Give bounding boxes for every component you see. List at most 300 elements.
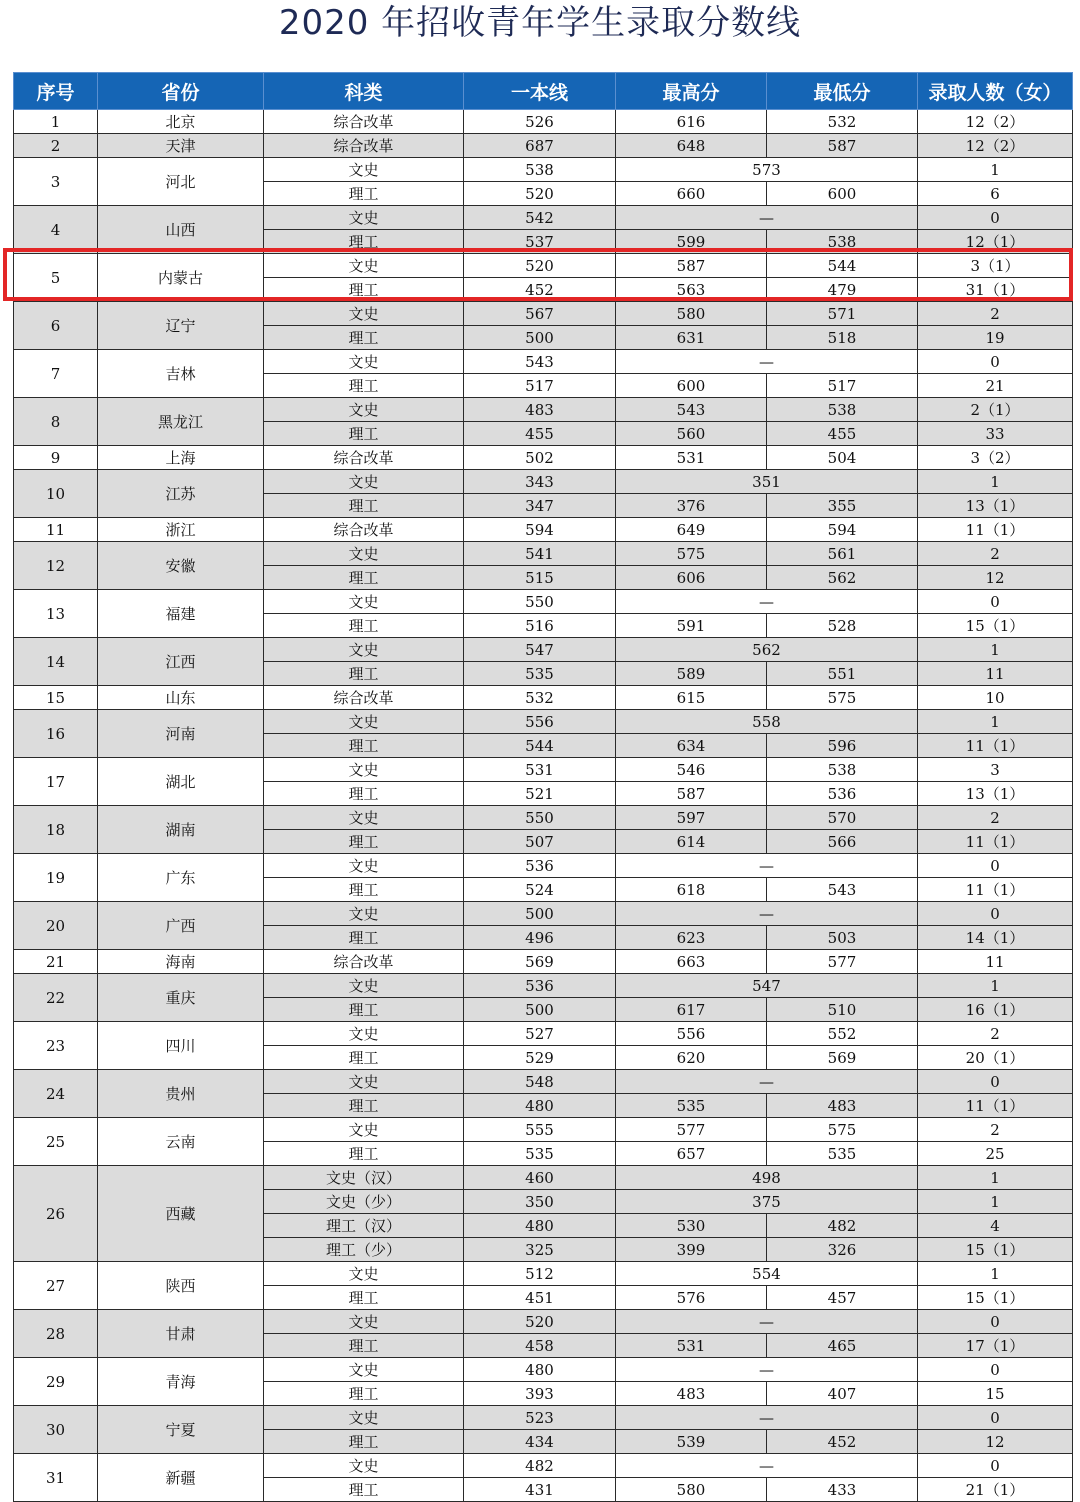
min-score-cell: 569: [767, 1046, 918, 1070]
province-cell: 浙江: [98, 518, 264, 542]
first-tier-line-cell: 350: [464, 1190, 616, 1214]
subject-type-cell: 文史: [264, 710, 464, 734]
max-score-cell: 657: [616, 1142, 767, 1166]
table-row: [14, 518, 1073, 542]
max-score-cell: 614: [616, 830, 767, 854]
index-cell: 19: [14, 854, 98, 902]
province-cell: 海南: [98, 950, 264, 974]
admitted-count-cell: 10: [918, 686, 1073, 710]
table-row: [14, 950, 1073, 974]
admitted-count-cell: 0: [918, 1454, 1073, 1478]
max-score-cell: 620: [616, 1046, 767, 1070]
min-score-cell: 517: [767, 374, 918, 398]
subject-type-cell: 理工: [264, 326, 464, 350]
admitted-count-cell: 3（1）: [918, 254, 1073, 278]
max-score-cell: 600: [616, 374, 767, 398]
province-group: [14, 1358, 1073, 1406]
max-score-cell: 591: [616, 614, 767, 638]
subject-type-cell: 文史: [264, 470, 464, 494]
subject-type-cell: 理工（少）: [264, 1238, 464, 1262]
province-group: [14, 206, 1073, 254]
first-tier-line-cell: 515: [464, 566, 616, 590]
min-score-cell: 482: [767, 1214, 918, 1238]
min-score-cell: 551: [767, 662, 918, 686]
province-group: [14, 590, 1073, 638]
index-cell: 26: [14, 1166, 98, 1262]
province-group: [14, 902, 1073, 950]
province-cell: 河北: [98, 158, 264, 206]
province-group: [14, 398, 1073, 446]
subject-type-cell: 理工: [264, 1382, 464, 1406]
min-score-cell: 504: [767, 446, 918, 470]
subject-type-cell: 理工: [264, 374, 464, 398]
max-score-cell: 631: [616, 326, 767, 350]
province-group: [14, 806, 1073, 854]
score-merged-cell: 375: [616, 1190, 918, 1214]
admitted-count-cell: 13（1）: [918, 494, 1073, 518]
province-cell: 四川: [98, 1022, 264, 1070]
province-group: [14, 854, 1073, 902]
min-score-cell: 562: [767, 566, 918, 590]
subject-type-cell: 综合改革: [264, 446, 464, 470]
admitted-count-cell: 11（1）: [918, 878, 1073, 902]
max-score-cell: 587: [616, 254, 767, 278]
score-merged-cell: 351: [616, 470, 918, 494]
first-tier-line-cell: 536: [464, 974, 616, 998]
province-cell: 贵州: [98, 1070, 264, 1118]
admitted-count-cell: 33: [918, 422, 1073, 446]
province-cell: 福建: [98, 590, 264, 638]
first-tier-line-cell: 550: [464, 590, 616, 614]
admitted-count-cell: 2: [918, 302, 1073, 326]
province-cell: 甘肃: [98, 1310, 264, 1358]
province-group: [14, 1118, 1073, 1166]
province-cell: 广东: [98, 854, 264, 902]
table-row: [14, 398, 1073, 422]
province-cell: 内蒙古: [98, 254, 264, 302]
admitted-count-cell: 0: [918, 1358, 1073, 1382]
index-cell: 16: [14, 710, 98, 758]
max-score-cell: 660: [616, 182, 767, 206]
province-group: [14, 158, 1073, 206]
table-row: [14, 1022, 1073, 1046]
score-merged-cell: —: [616, 1406, 918, 1430]
min-score-cell: 561: [767, 542, 918, 566]
score-merged-cell: —: [616, 206, 918, 230]
score-merged-cell: —: [616, 1358, 918, 1382]
table-row: [14, 686, 1073, 710]
max-score-cell: 577: [616, 1118, 767, 1142]
province-group: [14, 446, 1073, 470]
province-group: [14, 710, 1073, 758]
admitted-count-cell: 13（1）: [918, 782, 1073, 806]
first-tier-line-cell: 458: [464, 1334, 616, 1358]
min-score-cell: 503: [767, 926, 918, 950]
min-score-cell: 538: [767, 758, 918, 782]
first-tier-line-cell: 594: [464, 518, 616, 542]
first-tier-line-cell: 555: [464, 1118, 616, 1142]
min-score-cell: 535: [767, 1142, 918, 1166]
min-score-cell: 566: [767, 830, 918, 854]
admitted-count-cell: 16（1）: [918, 998, 1073, 1022]
admitted-count-cell: 1: [918, 710, 1073, 734]
subject-type-cell: 文史: [264, 590, 464, 614]
score-merged-cell: —: [616, 1454, 918, 1478]
province-group: [14, 1454, 1073, 1502]
min-score-cell: 577: [767, 950, 918, 974]
admitted-count-cell: 0: [918, 590, 1073, 614]
province-cell: 天津: [98, 134, 264, 158]
province-group: [14, 686, 1073, 710]
first-tier-line-cell: 542: [464, 206, 616, 230]
table-header-row: [14, 73, 1073, 110]
index-cell: 3: [14, 158, 98, 206]
max-score-cell: 575: [616, 542, 767, 566]
table-row: [14, 758, 1073, 782]
score-merged-cell: —: [616, 350, 918, 374]
index-cell: 25: [14, 1118, 98, 1166]
province-cell: 青海: [98, 1358, 264, 1406]
admitted-count-cell: 1: [918, 470, 1073, 494]
max-score-cell: 663: [616, 950, 767, 974]
max-score-cell: 587: [616, 782, 767, 806]
min-score-cell: 600: [767, 182, 918, 206]
table-row: [14, 1310, 1073, 1334]
index-cell: 9: [14, 446, 98, 470]
province-group: [14, 110, 1073, 134]
province-cell: 安徽: [98, 542, 264, 590]
header-max-score: 最高分: [616, 73, 767, 110]
index-cell: 30: [14, 1406, 98, 1454]
first-tier-line-cell: 532: [464, 686, 616, 710]
table-row: [14, 542, 1073, 566]
index-cell: 21: [14, 950, 98, 974]
score-merged-cell: 547: [616, 974, 918, 998]
score-merged-cell: 554: [616, 1262, 918, 1286]
admitted-count-cell: 2: [918, 1118, 1073, 1142]
province-cell: 云南: [98, 1118, 264, 1166]
table-row: [14, 1358, 1073, 1382]
first-tier-line-cell: 524: [464, 878, 616, 902]
table-row: [14, 470, 1073, 494]
index-cell: 18: [14, 806, 98, 854]
admitted-count-cell: 17（1）: [918, 1334, 1073, 1358]
max-score-cell: 531: [616, 446, 767, 470]
admitted-count-cell: 0: [918, 854, 1073, 878]
first-tier-line-cell: 535: [464, 1142, 616, 1166]
admitted-count-cell: 1: [918, 1166, 1073, 1190]
index-cell: 11: [14, 518, 98, 542]
admitted-count-cell: 15（1）: [918, 614, 1073, 638]
min-score-cell: 532: [767, 110, 918, 134]
admitted-count-cell: 0: [918, 1310, 1073, 1334]
table-row: [14, 302, 1073, 326]
first-tier-line-cell: 512: [464, 1262, 616, 1286]
min-score-cell: 433: [767, 1478, 918, 1502]
admitted-count-cell: 1: [918, 1190, 1073, 1214]
first-tier-line-cell: 687: [464, 134, 616, 158]
subject-type-cell: 理工: [264, 1478, 464, 1502]
min-score-cell: 465: [767, 1334, 918, 1358]
min-score-cell: 510: [767, 998, 918, 1022]
page-title: 2020 年招收青年学生录取分数线: [278, 3, 802, 43]
table-row: [14, 638, 1073, 662]
subject-type-cell: 理工: [264, 830, 464, 854]
subject-type-cell: 文史: [264, 758, 464, 782]
first-tier-line-cell: 455: [464, 422, 616, 446]
index-cell: 6: [14, 302, 98, 350]
first-tier-line-cell: 538: [464, 158, 616, 182]
subject-type-cell: 理工: [264, 1286, 464, 1310]
max-score-cell: 648: [616, 134, 767, 158]
first-tier-line-cell: 393: [464, 1382, 616, 1406]
first-tier-line-cell: 521: [464, 782, 616, 806]
table-row: [14, 350, 1073, 374]
index-cell: 20: [14, 902, 98, 950]
min-score-cell: 587: [767, 134, 918, 158]
max-score-cell: 563: [616, 278, 767, 302]
min-score-cell: 355: [767, 494, 918, 518]
subject-type-cell: 文史: [264, 974, 464, 998]
province-group: [14, 1166, 1073, 1262]
table-row: [14, 854, 1073, 878]
admitted-count-cell: 1: [918, 638, 1073, 662]
header-province: 省份: [98, 73, 264, 110]
index-cell: 5: [14, 254, 98, 302]
min-score-cell: 536: [767, 782, 918, 806]
admitted-count-cell: 21: [918, 374, 1073, 398]
subject-type-cell: 理工: [264, 1046, 464, 1070]
admitted-count-cell: 6: [918, 182, 1073, 206]
province-group: [14, 1022, 1073, 1070]
index-cell: 28: [14, 1310, 98, 1358]
min-score-cell: 455: [767, 422, 918, 446]
admitted-count-cell: 3: [918, 758, 1073, 782]
max-score-cell: 576: [616, 1286, 767, 1310]
first-tier-line-cell: 431: [464, 1478, 616, 1502]
subject-type-cell: 文史: [264, 254, 464, 278]
admitted-count-cell: 25: [918, 1142, 1073, 1166]
max-score-cell: 556: [616, 1022, 767, 1046]
min-score-cell: 326: [767, 1238, 918, 1262]
index-cell: 2: [14, 134, 98, 158]
admitted-count-cell: 4: [918, 1214, 1073, 1238]
subject-type-cell: 文史: [264, 1406, 464, 1430]
first-tier-line-cell: 516: [464, 614, 616, 638]
subject-type-cell: 综合改革: [264, 134, 464, 158]
table-row: [14, 110, 1073, 134]
index-cell: 22: [14, 974, 98, 1022]
max-score-cell: 531: [616, 1334, 767, 1358]
first-tier-line-cell: 520: [464, 182, 616, 206]
min-score-cell: 570: [767, 806, 918, 830]
table-row: [14, 254, 1073, 278]
table-row: [14, 158, 1073, 182]
index-cell: 8: [14, 398, 98, 446]
province-group: [14, 950, 1073, 974]
admitted-count-cell: 1: [918, 974, 1073, 998]
first-tier-line-cell: 544: [464, 734, 616, 758]
table-row: [14, 974, 1073, 998]
subject-type-cell: 文史: [264, 206, 464, 230]
admitted-count-cell: 1: [918, 1262, 1073, 1286]
index-cell: 23: [14, 1022, 98, 1070]
index-cell: 14: [14, 638, 98, 686]
score-merged-cell: 498: [616, 1166, 918, 1190]
table-row: [14, 1118, 1073, 1142]
admitted-count-cell: 1: [918, 158, 1073, 182]
min-score-cell: 479: [767, 278, 918, 302]
max-score-cell: 580: [616, 302, 767, 326]
table-row: [14, 1070, 1073, 1094]
subject-type-cell: 文史: [264, 1358, 464, 1382]
index-cell: 12: [14, 542, 98, 590]
admitted-count-cell: 19: [918, 326, 1073, 350]
first-tier-line-cell: 325: [464, 1238, 616, 1262]
admitted-count-cell: 3（2）: [918, 446, 1073, 470]
first-tier-line-cell: 500: [464, 326, 616, 350]
subject-type-cell: 理工: [264, 494, 464, 518]
first-tier-line-cell: 451: [464, 1286, 616, 1310]
max-score-cell: 483: [616, 1382, 767, 1406]
table-row: [14, 902, 1073, 926]
province-group: [14, 470, 1073, 518]
admitted-count-cell: 11: [918, 950, 1073, 974]
province-cell: 重庆: [98, 974, 264, 1022]
max-score-cell: 399: [616, 1238, 767, 1262]
province-group: [14, 1262, 1073, 1310]
admitted-count-cell: 11（1）: [918, 830, 1073, 854]
province-group: [14, 1310, 1073, 1358]
first-tier-line-cell: 517: [464, 374, 616, 398]
max-score-cell: 606: [616, 566, 767, 590]
first-tier-line-cell: 496: [464, 926, 616, 950]
admitted-count-cell: 12（2）: [918, 134, 1073, 158]
index-cell: 13: [14, 590, 98, 638]
first-tier-line-cell: 434: [464, 1430, 616, 1454]
score-merged-cell: 573: [616, 158, 918, 182]
first-tier-line-cell: 343: [464, 470, 616, 494]
subject-type-cell: 理工（汉）: [264, 1214, 464, 1238]
header-admitted-count: 录取人数（女）: [918, 73, 1073, 110]
subject-type-cell: 文史（汉）: [264, 1166, 464, 1190]
index-cell: 7: [14, 350, 98, 398]
table-row: [14, 710, 1073, 734]
min-score-cell: 594: [767, 518, 918, 542]
province-cell: 上海: [98, 446, 264, 470]
table-row: [14, 1262, 1073, 1286]
min-score-cell: 544: [767, 254, 918, 278]
subject-type-cell: 综合改革: [264, 950, 464, 974]
admitted-count-cell: 0: [918, 902, 1073, 926]
subject-type-cell: 文史: [264, 398, 464, 422]
subject-type-cell: 理工: [264, 1430, 464, 1454]
min-score-cell: 518: [767, 326, 918, 350]
first-tier-line-cell: 526: [464, 110, 616, 134]
admitted-count-cell: 12（2）: [918, 110, 1073, 134]
first-tier-line-cell: 527: [464, 1022, 616, 1046]
index-cell: 24: [14, 1070, 98, 1118]
province-cell: 黑龙江: [98, 398, 264, 446]
first-tier-line-cell: 500: [464, 902, 616, 926]
min-score-cell: 552: [767, 1022, 918, 1046]
max-score-cell: 623: [616, 926, 767, 950]
max-score-cell: 616: [616, 110, 767, 134]
admitted-count-cell: 0: [918, 350, 1073, 374]
max-score-cell: 649: [616, 518, 767, 542]
subject-type-cell: 综合改革: [264, 518, 464, 542]
province-cell: 宁夏: [98, 1406, 264, 1454]
min-score-cell: 452: [767, 1430, 918, 1454]
min-score-cell: 538: [767, 398, 918, 422]
subject-type-cell: 文史: [264, 158, 464, 182]
max-score-cell: 589: [616, 662, 767, 686]
first-tier-line-cell: 550: [464, 806, 616, 830]
first-tier-line-cell: 556: [464, 710, 616, 734]
first-tier-line-cell: 507: [464, 830, 616, 854]
index-cell: 1: [14, 110, 98, 134]
admitted-count-cell: 21（1）: [918, 1478, 1073, 1502]
subject-type-cell: 文史: [264, 1310, 464, 1334]
subject-type-cell: 文史: [264, 542, 464, 566]
subject-type-cell: 文史（少）: [264, 1190, 464, 1214]
province-cell: 辽宁: [98, 302, 264, 350]
province-group: [14, 974, 1073, 1022]
province-group: [14, 638, 1073, 686]
admitted-count-cell: 11（1）: [918, 734, 1073, 758]
admitted-count-cell: 0: [918, 206, 1073, 230]
admitted-count-cell: 0: [918, 1070, 1073, 1094]
first-tier-line-cell: 535: [464, 662, 616, 686]
province-group: [14, 518, 1073, 542]
min-score-cell: 571: [767, 302, 918, 326]
max-score-cell: 615: [616, 686, 767, 710]
province-cell: 陕西: [98, 1262, 264, 1310]
max-score-cell: 599: [616, 230, 767, 254]
province-group: [14, 542, 1073, 590]
subject-type-cell: 文史: [264, 638, 464, 662]
table-row: [14, 590, 1073, 614]
min-score-cell: 528: [767, 614, 918, 638]
subject-type-cell: 理工: [264, 782, 464, 806]
subject-type-cell: 文史: [264, 1262, 464, 1286]
province-cell: 江苏: [98, 470, 264, 518]
index-cell: 4: [14, 206, 98, 254]
first-tier-line-cell: 500: [464, 998, 616, 1022]
max-score-cell: 597: [616, 806, 767, 830]
subject-type-cell: 文史: [264, 854, 464, 878]
province-group: [14, 254, 1073, 302]
index-cell: 17: [14, 758, 98, 806]
score-merged-cell: 558: [616, 710, 918, 734]
subject-type-cell: 文史: [264, 302, 464, 326]
subject-type-cell: 理工: [264, 278, 464, 302]
first-tier-line-cell: 483: [464, 398, 616, 422]
subject-type-cell: 文史: [264, 902, 464, 926]
admitted-count-cell: 12（1）: [918, 230, 1073, 254]
max-score-cell: 634: [616, 734, 767, 758]
admitted-count-cell: 15: [918, 1382, 1073, 1406]
province-group: [14, 134, 1073, 158]
index-cell: 29: [14, 1358, 98, 1406]
province-cell: 湖北: [98, 758, 264, 806]
subject-type-cell: 理工: [264, 1142, 464, 1166]
max-score-cell: 546: [616, 758, 767, 782]
admitted-count-cell: 2: [918, 806, 1073, 830]
first-tier-line-cell: 523: [464, 1406, 616, 1430]
first-tier-line-cell: 480: [464, 1358, 616, 1382]
first-tier-line-cell: 482: [464, 1454, 616, 1478]
